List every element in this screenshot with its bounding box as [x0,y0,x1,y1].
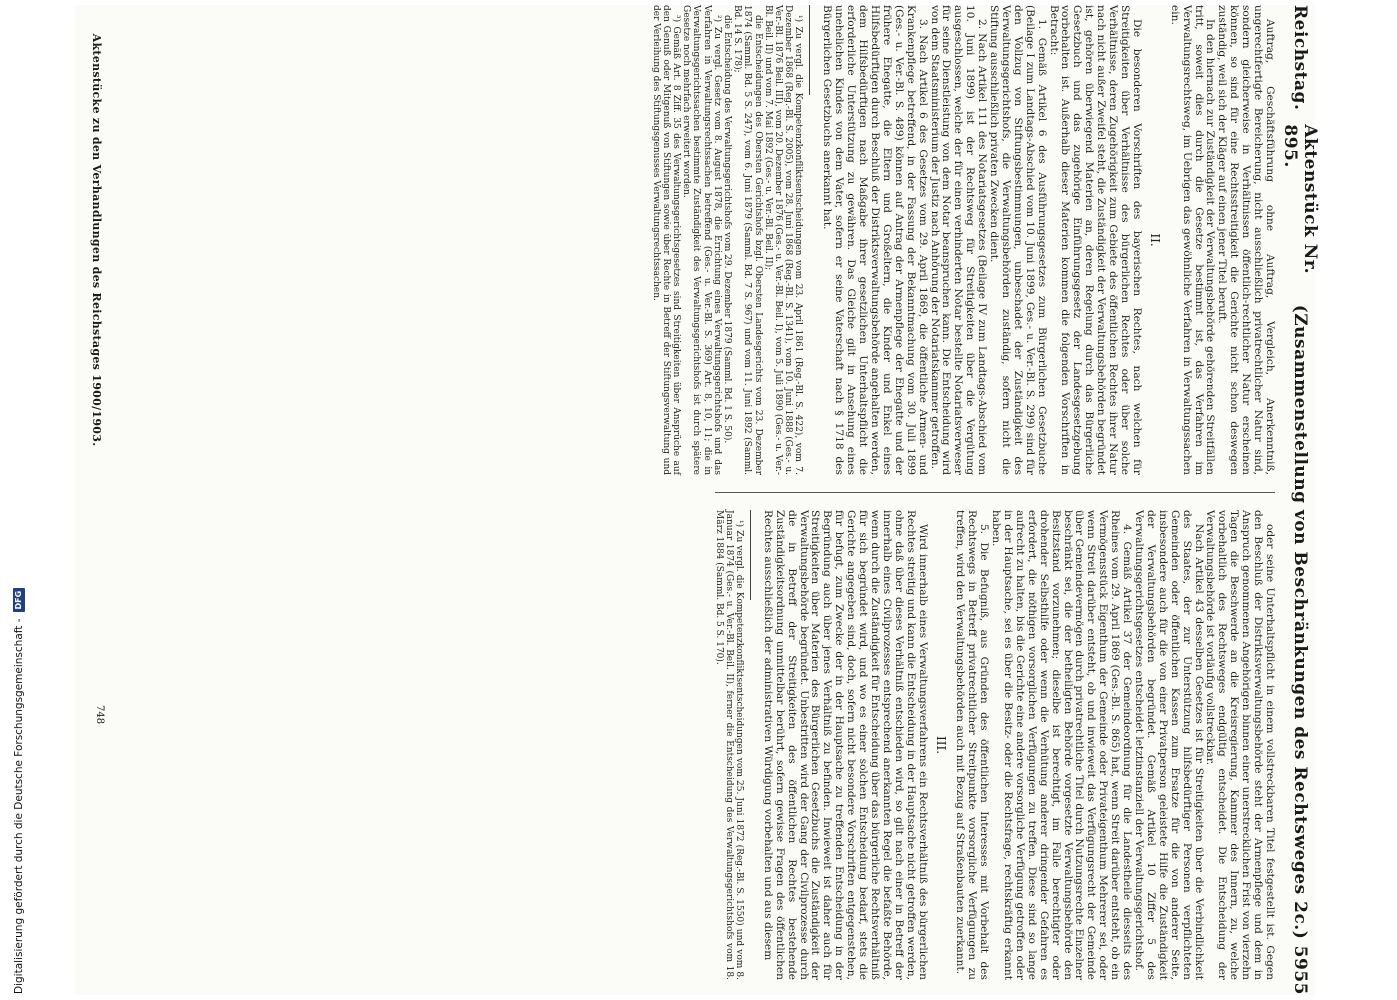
header-middle: Aktenstück Nr. 895. [1280,124,1320,275]
right-column [95,510,1275,980]
paragraph: Auftrag, Geschäftsführung ohne Auftrag, Vergleich, Anerkenntniß, ungerechtfertigte Bereicherung, nicht ausschließlich privatrechtlicher Natur sind, sondern gleicherweise in Verhältnissen öffentlich-rechtlicher Natur erscheinen können, so sind für eine Rechtsstreitigkeit die Gerichte nicht schon deswegen zuständig, weil sich der Kläger auf einen jener Titel beruft. [1216,5,1276,475]
digitization-note [12,0,26,1000]
digitization-note-text: Digitalisierung gefördert durch die Deutsche Forschungsgemeinschaft - [13,618,25,994]
footnote: die Entscheidung des Verwaltungsgerichtshofs vom 29. Dezember 1879 (Samml. Bd. 1 S. 50). [722,15,733,444]
section-heading: II. [1147,233,1162,247]
footnote-separator [809,5,810,95]
header-right: (Zusammenstellung von Beschränkungen des Rechtsweges 2c.) 5955 [1290,304,1310,995]
column-divider [715,492,1275,493]
paragraph: Die besonderen Vorschriften des bayerischen Rechtes, nach welchen für Streitigkeiten über Verhältnisse des bürgerlichen Rechtes oder über solche Verhältnisse, deren Zugehörigkeit zum Gebiete des öffentlichen Rechtes ihrer Natur nach nicht außer Zweifel steht, die Zuständigkeit der Verwaltungsbehörden begründet ist, gehören überwiegend Materien an, deren Regelung durch das Bürgerliche Gesetzbuch und das zugehörige Einführungsgesetz der Landesgesetzgebung vorbehalten ist. Außerhalb dieser Materien kommen die folgenden Vorschriften in Betracht: [1047,5,1143,475]
section-heading: III. [933,735,948,755]
left-column [95,5,1275,475]
paragraph: 2. Nach Artikel 111 des Notariatsgesetzes (Beilage IV zum Landtags-Abschied vom 10. Juni 1899) ist der Rechtsweg für Streitigkeiten über die Vergütung ausgeschlossen, welche der für einen verhinderten Notar bestellte Notariatsverweser für seine Dienstleistung von dem Notar beanspruchen kann. Die Entscheidung wird von dem Staatsministerium der Justiz nach Anhörung der Notariatskammer getroffen. [928,5,989,475]
dfg-logo: DFG [13,588,25,613]
paragraph: Nach Artikel 43 desselben Gesetzes ist für Streitigkeiten über die Verbindlichkeit des Staates, der zur Unterstützung hilfsbedürftiger Personen verpflichteten Gemeinden oder öffentlichen Kassen zum Ersatze für die von anderer Seite, insbesondere auch für die von einer Privatperson geleistete Hilfe die Zuständigkeit der Verwaltungsbehörden begründet. Gemäß Artikel 10 Ziffer 5 des Verwaltungsgerichtsgesetzes entscheidet letztinstanziell der Verwaltungsgerichtshof. [1133,510,1205,980]
footnote: ¹) Zu vergl. die Kompetenzkonfliktsentscheidungen vom 25. Juni 1872 (Reg.-Bl. S. 1550) und vom 8. Januar 1874 (Ges.- u. Ver.-Bl. Beil. II), ferner die Entscheidung des Verwaltungsgerichtshofs vom 18. März 1884 (Samml. Bd. 5 S. 170). [713,510,744,980]
footnotes [650,5,810,475]
footnote: ³) Gemäß Art. 8 Ziff. 35 des Verwaltungsgerichtsgesetzes sind Streitigkeiten über Ansprüche auf den Genuß oder Mitgenuß von Stiftungen sowie über Rechte in Betreff der Stiftungsverwaltung und der Verleihung des Stiftungsgenusses Verwaltungsrechtssachen. [650,5,682,475]
page-number: 748 [94,705,105,725]
paragraph: In den hiernach zur Zuständigkeit der Verwaltungsbehörde gehörenden Streitfällen tritt, soweit dies durch die Gesetze bestimmt ist, das Verfahren im Verwaltungsrechtsweg, im Uebrigen das gewöhnliche Verfahren in Verwaltungssachen ein. [1168,5,1217,475]
page-footer: Aktenstücke zu den Verhandlungen des Reichstages 1900/1903. [90,33,103,447]
scanned-page [75,5,1320,995]
paragraph: 4. Gemäß Artikel 37 der Gemeindeordnung für die Landestheile diesseits des Rheines vom 29. April 1869 (Ges.-Bl. S. 865) hat, wenn Streit darüber entsteht, ob ein Vermögensstück Eigenthum der Gemeinde oder Privateigenthum Mehrerer sei, oder wenn Streit darüber entsteht, ob und inwieweit das Verfügungsrecht der Gemeinde über Gemeindevermögen durch privatrechtliche Titel durch Nutzungsrechte Einzelner beschränkt sei, die der betheiligten Behörde vorgesetzte Verwaltungsbehörde den Besitzstand vorzunehmen; dieselbe ist berechtigt, im Falle berechtigter oder drohender Selbsthilfe oder wenn die Verhütung anderer dringender Gefahren es erfordert, die nöthigen vorsorglichen Verfügungen zu treffen. Diese sind so lange aufrecht zu halten, bis die Gerichte eine andere vorsorgliche Verfügung getroffen oder in der Hauptsache, sei es über die Besitz- oder die Rechtsfrage, rechtskräftig erkannt haben. [990,510,1134,980]
footnote-separator [750,510,751,600]
paragraph: 3. Nach Artikel 6 des Gesetzes vom 29. April 1869, die öffentliche Armen- und Krankenpflege betreffend, in der Fassung der Bekanntmachung vom 30. Juli 1899 (Ges.- u. Ver.-Bl. S. 489) können auf Antrag der Armenpflege der Ehegatte und der frühere Ehegatte, die Eltern und Großeltern, die Kinder und Enkel eines Hilfsbedürftigen durch Beschluß der Distriktsverwaltungsbehörde angehalten werden, dem Hilfsbedürftigen nach Maßgabe ihrer gesetzlichen Unterhaltspflicht die erforderliche Unterstützung zu gewähren. Das Gleiche gilt in Ansehung eines unehelichen Kindes von dem Vater, sofern er seine Vaterschaft nach § 1718 des Bürgerlichen Gesetzbuchs anerkannt hat. [821,5,929,475]
paragraph: 1. Gemäß Artikel 6 des Ausführungsgesetzes zum Bürgerlichen Gesetzbuche (Beilage I zum Landtags-Abschied vom 10. Juni 1899, Ges.- u. Ver.-Bl. S. 299) sind für den Vollzug von Stiftungsbestimmungen, unbeschadet der Zuständigkeit des Verwaltungsgerichtshofs, die Verwaltungsbehörden zuständig, sofern nicht die Stiftung ausschließlich privaten Zwecken dient. [988,5,1048,475]
header-left: Reichstag. [1290,5,1310,111]
paragraph: oder seine Unterhaltspflicht in einem vollstreckbaren Titel festgestellt ist. Gegen den Beschluß der Distriktsverwaltungsbehörde steht der Armenpflege und dem in Anspruch genommenen Angehörigen binnen einer unerstrecklichen Frist von vierzehn Tagen die Beschwerde an die Kreisregierung, Kammer des Innern, zu, welche vorbehaltlich des Rechtsweges endgültig entscheidet. Die Entscheidung der Verwaltungsbehörde ist vorläufig vollstreckbar. [1204,510,1276,980]
footnote: die Entscheidungen des Obersten Gerichtshofs bzgl. Obersten Landesgerichts vom 23. Dezember 1874 (Samml. Bd. 5 S. 247), vom 6. Juni 1879 (Samml. Bd. 7 S. 967) und vom 11. Juni 1892 (Samml. Bd. 14 S. 178); [732,5,763,475]
paragraph: Wird innerhalb eines Verwaltungsverfahrens ein Rechtsverhältniß des bürgerlichen Rechtes streitig und kann die Entscheidung in der Hauptsache nicht getroffen werden, ohne daß über dieses Verhältniß entschieden wird, so gilt nach einer in Betreff der innerhalb eines Civilprozesses entsprechend anerkannten Regel die befaßte Behörde, wenn durch die Zuständigkeit für Entscheidung über das bürgerliche Rechtsverhältniß für sich begründet wird, und wo es einer solchen Entscheidung bedarf, stets die Gerichte angegeben sind, doch, sofern nicht besondere Vorschriften entgegenstehen, für befugt, zum Zwecke der in der Hauptsache zu treffenden Entscheidung in der Begründung auch über jenes Verhältniß zu befinden. Inwieweit ist daher auch für Streitigkeiten über Materien des Bürgerlichen Gesetzbuchs die Zuständigkeit der Verwaltungsbehörde begründet. Unbestritten wird der Gang der Civilprozesse durch die in Betreff der Streitigkeiten des öffentlichen Rechtes bestehende Zuständigkeitsordnung unmittelbar berührt, sofern gewisse Fragen des öffentlichen Rechtes ausschließlich der administrativen Würdigung vorbehalten und aus diesem [761,510,929,980]
footnotes [713,510,751,980]
footnote: ¹) Zu vergl. die Kompetenzkonfliktsentscheidungen vom 23. April 1861 (Reg.-Bl. S. 422), vom 7. Dezember 1868 (Reg.-Bl. S. 2005), vom 28. Juni 1868 (Reg.-Bl. S. 1341), vom 10. Juni 1888 (Ges.- u. Ver.-Bl. 1876 Beil. III), vom 20. Dezember 1876 (Ges.- u. Ver.-Bl. Beil. I), vom 5. Juli 1890 (Ges.- u. Ver.-Bl. Beil. II) und vom 7. Mai 1892 (Ges.- u. Ver.-Bl. Beil. II); [762,5,804,475]
paragraph: 5. Die Befugniß, aus Gründen des öffentlichen Interesses mit Vorbehalt des Rechtswegs in Betreff privatrechtlicher Streitpunkte vorsorgliche Verfügungen zu treffen, wird den Verwaltungsbehörden auch mit Bezug auf Straßenbauten zuerkannt. [954,510,991,980]
page-header [1280,5,1320,995]
footnote: ²) Zu vergl. Gesetz vom 8. August 1878, die Errichtung eines Verwaltungsgerichtshofs und das Verfahren in Verwaltungsrechtssachen betreffend (Ges.- u. Ver.-Bl. S. 369) Art. 8, 10, 11; die in Verwaltungsgerichtssachen bestimmte Zuständigkeit des Verwaltungsgerichtshofs ist durch spätere Gesetze noch mehrfach erweitert worden. [681,5,722,475]
